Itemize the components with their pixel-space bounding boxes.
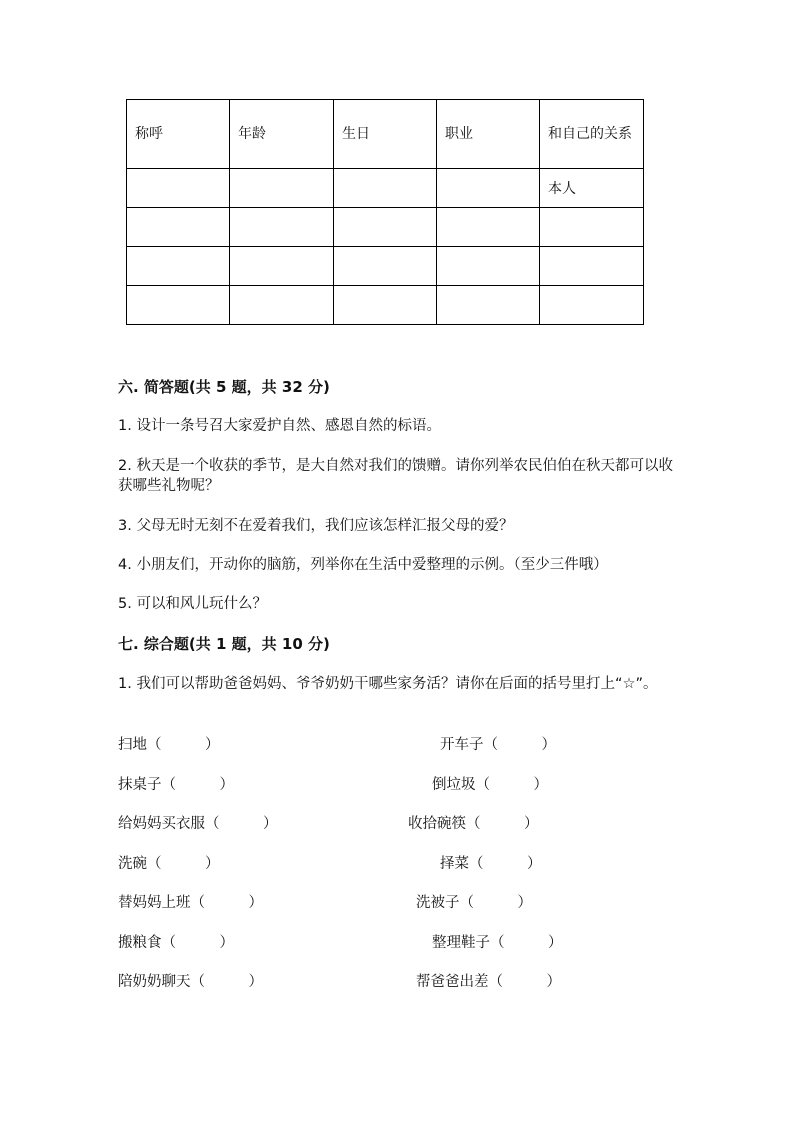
table-cell[interactable] (230, 169, 334, 208)
chore-item (416, 891, 532, 912)
chore-item (118, 733, 220, 754)
answer-parentheses[interactable]: （ ） (161, 777, 234, 793)
table-row (127, 247, 644, 286)
answer-parentheses[interactable]: （ ） (161, 935, 234, 951)
table-cell[interactable] (540, 247, 644, 286)
answer-parentheses[interactable]: （ ） (469, 856, 542, 872)
question-6-3: 3. 父母无时无刻不在爱着我们，我们应该怎样汇报父母的爱？ (118, 518, 514, 534)
chore-item (118, 970, 263, 991)
table-cell[interactable] (437, 247, 540, 286)
chore-item (118, 931, 234, 952)
chore-item (118, 773, 234, 794)
answer-parentheses[interactable]: （ ） (475, 777, 548, 793)
question-6-2: 2. 秋天是一个收获的季节，是大自然对我们的馈赠。请你列举农民伯伯在秋天都可以收获哪些礼物呢？ (118, 458, 673, 494)
table-cell[interactable] (127, 286, 230, 325)
chore-item (408, 812, 539, 833)
chore-item (118, 812, 278, 833)
table-cell[interactable] (437, 169, 540, 208)
chore-item (432, 773, 548, 794)
answer-parentheses[interactable]: （ ） (190, 895, 263, 911)
header-cell-birthday: 生日 (334, 100, 437, 169)
chore-label: 开车子 (440, 737, 484, 753)
question-7-1: 1. 我们可以帮助爸爸妈妈、爷爷奶奶干哪些家务活？请你在后面的括号里打上“☆”。 (118, 676, 658, 692)
table-cell[interactable] (334, 247, 437, 286)
table-cell[interactable] (334, 286, 437, 325)
question-6-1: 1. 设计一条号召大家爱护自然、感恩自然的标语。 (118, 418, 441, 434)
table-cell[interactable] (127, 169, 230, 208)
chore-label: 给妈妈买衣服 (118, 816, 205, 832)
table-row (127, 169, 644, 208)
chore-item (432, 931, 563, 952)
header-cell-occupation: 职业 (437, 100, 540, 169)
answer-parentheses[interactable]: （ ） (466, 816, 539, 832)
chore-label: 帮爸爸出差 (416, 974, 489, 990)
answer-parentheses[interactable]: （ ） (488, 974, 561, 990)
table-cell[interactable] (127, 247, 230, 286)
chore-label: 择菜 (440, 856, 469, 872)
answer-parentheses[interactable]: （ ） (459, 895, 532, 911)
answer-parentheses[interactable]: （ ） (190, 974, 263, 990)
chore-label: 洗被子 (416, 895, 460, 911)
table-cell[interactable] (230, 208, 334, 247)
answer-parentheses[interactable]: （ ） (205, 816, 278, 832)
answer-parentheses[interactable]: （ ） (147, 737, 220, 753)
table-cell[interactable] (334, 169, 437, 208)
question-6-5: 5. 可以和风儿玩什么？ (118, 596, 267, 612)
family-info-table (126, 99, 644, 325)
chore-label: 洗碗 (118, 856, 147, 872)
header-cell-title: 称呼 (127, 100, 230, 169)
table-cell[interactable] (437, 208, 540, 247)
chore-label: 收拾碗筷 (408, 816, 466, 832)
table-cell[interactable] (230, 286, 334, 325)
table-cell[interactable] (230, 247, 334, 286)
answer-parentheses[interactable]: （ ） (147, 856, 220, 872)
chore-label: 陪奶奶聊天 (118, 974, 191, 990)
table-cell: 本人 (540, 169, 644, 208)
table-cell[interactable] (540, 286, 644, 325)
header-cell-relation: 和自己的关系 (540, 100, 644, 169)
chore-item (440, 852, 542, 873)
chore-label: 搬粮食 (118, 935, 162, 951)
chore-item (416, 970, 561, 991)
chore-label: 抹桌子 (118, 777, 162, 793)
chore-item (118, 891, 263, 912)
chore-label: 替妈妈上班 (118, 895, 191, 911)
section-six-title: 六. 简答题(共 5 题，共 32 分) (118, 378, 330, 396)
table-row (127, 208, 644, 247)
chore-item (118, 852, 220, 873)
table-cell[interactable] (540, 208, 644, 247)
chore-item (440, 733, 556, 754)
table-cell[interactable] (127, 208, 230, 247)
table-header-row (127, 100, 644, 169)
table-row (127, 286, 644, 325)
header-cell-age: 年龄 (230, 100, 334, 169)
chore-label: 倒垃圾 (432, 777, 476, 793)
answer-parentheses[interactable]: （ ） (490, 935, 563, 951)
chore-label: 扫地 (118, 737, 147, 753)
table-cell[interactable] (437, 286, 540, 325)
table-cell[interactable] (334, 208, 437, 247)
answer-parentheses[interactable]: （ ） (483, 737, 556, 753)
section-seven-title: 七. 综合题(共 1 题，共 10 分) (118, 635, 330, 653)
chore-label: 整理鞋子 (432, 935, 490, 951)
question-6-4: 4. 小朋友们，开动你的脑筋，列举你在生活中爱整理的示例。（至少三件哦） (118, 557, 608, 573)
